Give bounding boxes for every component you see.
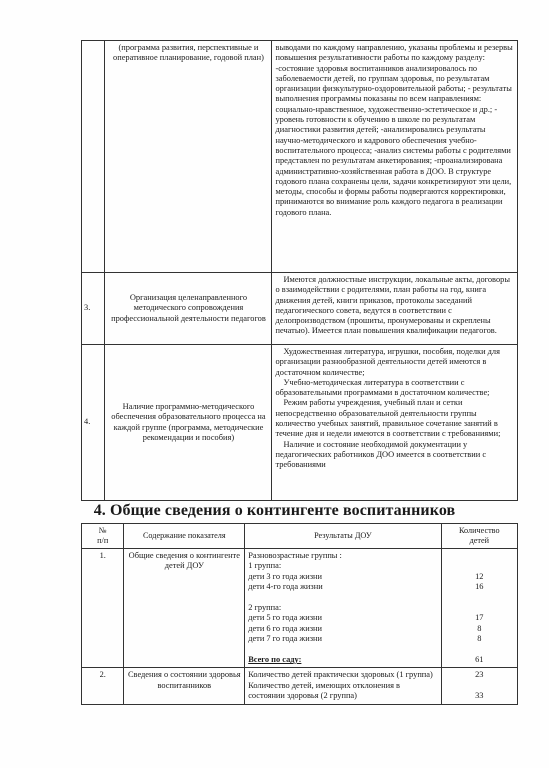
result-line: дети 7 го года жизни: [248, 634, 322, 644]
indicator-cell: Сведения о состоянии здоровья воспитанников: [124, 668, 245, 704]
count-value: 8: [477, 623, 482, 633]
result-cell: [245, 549, 441, 668]
paragraph: Учебно-методическая литература в соответствии с образовательными программами в достаточном количестве;: [275, 377, 490, 398]
row-number: 4.: [82, 345, 105, 501]
header-count-line2: детей: [469, 536, 489, 545]
result-cell: [272, 345, 518, 501]
result-line: дети 6 го года жизни: [248, 623, 322, 633]
methodical-support-table: [81, 40, 518, 501]
header-num-line2: п/п: [97, 536, 109, 545]
section-heading: 4. Общие сведения о контингенте воспитанников: [93, 502, 456, 519]
result-line: Количество детей, имеющих отклонения в состоянии здоровья (2 группа): [248, 680, 401, 701]
table-row: [82, 549, 518, 668]
result-line: дети 5 го года жизни: [248, 613, 322, 623]
count-cell: [441, 549, 517, 668]
total-label: Всего по саду:: [248, 655, 302, 665]
count-value: 33: [475, 690, 484, 700]
result-line: Количество детей практически здоровых (1 группа): [248, 670, 433, 680]
paragraph: Наличие и состояние необходимой документации у педагогических работников ДОО имеется в соответствии с требованиями: [275, 439, 487, 470]
count-cell: [441, 668, 517, 704]
header-content: Содержание показателя: [124, 524, 245, 549]
result-line: 2 группа:: [248, 603, 282, 613]
count-value: [445, 603, 514, 613]
result-line: дети 4-го года жизни: [248, 582, 323, 592]
result-line: дети 3 го года жизни: [248, 571, 322, 581]
count-value: 12: [475, 571, 484, 581]
result-cell: выводами по каждому направлению, указаны проблемы и резервы повышения результативности работы по каждому разделу: -состояние здоровья воспитанников анализировалось по заболеваемости детей, по группам здоровья, по результатам организации физкультурно-оздоровительной работы; - результаты выполнения программы показаны по всем направлениям: социально-нравственное, художественно-эстетическое и др.; - уровень готовности к обучению в школе по результатам диагностики развития детей; -анализировались результаты научно-методического и кадрового обеспечения учебно-воспитательного процесса; -анализ системы работы с родителями представлен по результатам анкетирования; -проанализирована административно-хозяйственная работа в ДОО. В структуре годового плана сохранены цели, задачи конкретизируют эти цели, методы, способы и формы работы подвергаются корректировки, принимаются во внимание роль каждого педагога в реализации годового плана.: [272, 41, 518, 273]
table-row: [82, 41, 518, 273]
count-value: 23: [475, 670, 484, 680]
result-cell: Имеются должностные инструкции, локальные акты, договоры о взаимодействии с родителями, план работы на год, книга движения детей, книги приказов, протоколы заседаний педагогического совета, ведутся в соответствии с делопроизводством (прошиты, пронумерованы и скреплены печатью). Имеется план повышения квалификации педагогов.: [272, 273, 518, 345]
result-line: Разновозрастные группы :: [248, 551, 342, 560]
count-value: [445, 593, 514, 603]
result-cell: [245, 668, 441, 704]
table-row: [82, 668, 518, 704]
indicator-cell: (программа развития, перспективные и оперативное планирование, годовой план): [105, 41, 272, 273]
contingent-table: [81, 523, 518, 705]
result-line: 1 группа:: [248, 561, 282, 571]
count-value: [445, 645, 514, 655]
count-value: [445, 551, 514, 561]
header-row: [82, 524, 518, 549]
count-value: [445, 561, 514, 571]
count-value: 8: [477, 634, 482, 644]
header-results: Результаты ДОУ: [245, 524, 441, 549]
paragraph: Режим работы учреждения, учебный план и сетки непосредственно образовательной деятельности группы количество учебных занятий, правильное сочетание занятий в течение дня и недели имеются в соответствии с требованиями;: [275, 398, 501, 439]
result-line: [248, 645, 437, 655]
count-value: 17: [475, 613, 484, 623]
indicator-cell: Наличие программно-методического обеспечения образовательного процесса на каждой группе (программа, методические рекомендации и пособия): [105, 345, 272, 501]
paragraph: Художественная литература, игрушки, пособия, поделки для организации разнообразной деятельности детей имеются в достаточном количестве;: [275, 347, 500, 377]
row-number: 1.: [82, 549, 124, 668]
count-value: 16: [475, 582, 484, 592]
header-num: [82, 524, 124, 549]
count-total: 61: [475, 654, 484, 664]
header-num-line1: №: [98, 526, 107, 535]
result-line: [248, 593, 437, 603]
row-number: 3.: [82, 273, 105, 345]
table-row: [82, 273, 518, 345]
row-number: 2.: [82, 668, 124, 704]
header-count-line1: Количество: [459, 526, 500, 535]
table-row: [82, 345, 518, 501]
header-count: [441, 524, 517, 549]
row-number: [82, 41, 105, 273]
indicator-cell: Организация целенаправленного методического сопровождения профессиональной деятельности педагогов: [105, 273, 272, 345]
indicator-cell: Общие сведения о контингенте детей ДОУ: [124, 549, 245, 668]
